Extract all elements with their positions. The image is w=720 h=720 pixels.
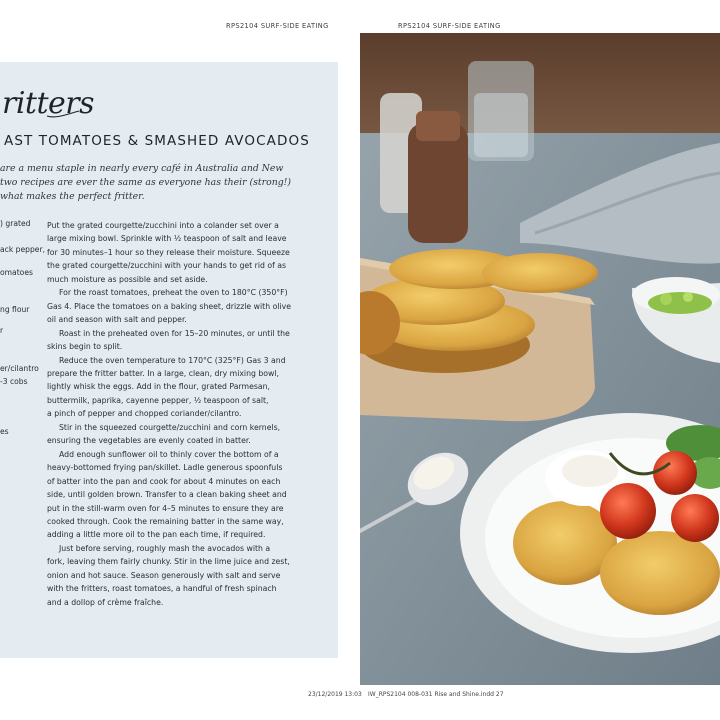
method-line: Stir in the squeezed courgette/zucchini and corn kernels,: [59, 422, 281, 432]
fritters-photo-illustration: [360, 33, 720, 685]
method-line: adding a little more oil to the pan each time, if required.: [47, 530, 266, 540]
method-line: ensuring the vegetables are evenly coated in batter.: [47, 436, 251, 446]
method-line: Put the grated courgette/zucchini into a colander set over a: [47, 221, 279, 230]
method-line: the grated courgette/zucchini with your hands to get rid of as: [47, 261, 287, 271]
ingredient-item: -3 cobs: [0, 377, 28, 386]
method-line: buttermilk, paprika, cayenne pepper, ½ teaspoon of salt,: [47, 395, 269, 405]
recipe-script-title: ritters: [2, 86, 95, 121]
method-line: onion and hot sauce. Season generously with salt and serve: [47, 570, 281, 580]
ingredient-item: ack pepper,: [0, 245, 45, 254]
recipe-subtitle: AST TOMATOES & SMASHED AVOCADOS: [4, 133, 310, 149]
recipe-intro: [0, 162, 300, 205]
method-line: Add enough sunflower oil to thinly cover the bottom of a: [59, 449, 279, 459]
method-line: Just before serving, roughly mash the avocados with a: [59, 543, 271, 553]
ingredient-item: er/cilantro: [0, 364, 39, 373]
method-line: put in the still-warm oven for 4–5 minutes to ensure they are: [47, 503, 284, 513]
ingredient-item: es: [0, 427, 9, 436]
method-line: For the roast tomatoes, preheat the oven to 180°C (350°F): [59, 288, 288, 298]
ingredient-item: ) grated: [0, 219, 31, 228]
method-line: Gas 4. Place the tomatoes on a baking sheet, drizzle with olive: [47, 301, 291, 311]
running-head-left: RPS2104 SURF-SIDE EATING: [226, 22, 329, 30]
method-line: a pinch of pepper and chopped coriander/cilantro.: [47, 409, 242, 419]
method-line: Reduce the oven temperature to 170°C (325°F) Gas 3 and: [59, 355, 286, 365]
ingredient-item: ng flour: [0, 305, 30, 314]
method-line: large mixing bowl. Sprinkle with ½ teaspoon of salt and leave: [47, 234, 287, 244]
method-line: fork, leaving them fairly chunky. Stir in the lime juice and zest,: [47, 557, 290, 567]
food-photo: [360, 33, 720, 685]
intro-line: are a menu staple in nearly every café in Australia and New: [0, 163, 284, 174]
intro-line: what makes the perfect fritter.: [0, 191, 145, 203]
footer-filename: IW_RPS2104 008-031 Rise and Shine.indd 27: [368, 691, 504, 698]
method-line: Roast in the preheated oven for 15–20 minutes, or until the: [59, 328, 290, 338]
method-line: heavy-bottomed frying pan/skillet. Ladle generous spoonfuls: [47, 463, 283, 473]
method-line: and a dollop of crème fraîche.: [47, 597, 164, 607]
intro-line: two recipes are ever the same as everyone has their (strong!): [0, 177, 292, 189]
ingredient-item: omatoes: [0, 268, 33, 277]
method-line: prepare the fritter batter. In a large, clean, dry mixing bowl,: [47, 368, 280, 378]
method-line: oil and season with salt and pepper.: [47, 315, 187, 325]
footer-date: 23/12/2019 13:03: [308, 691, 362, 698]
recipe-method: [47, 219, 297, 609]
script-flourish-icon: [46, 108, 80, 120]
method-line: lightly whisk the eggs. Add in the flour, grated Parmesan,: [47, 382, 271, 392]
running-head-right: RPS2104 SURF-SIDE EATING: [398, 22, 501, 30]
method-line: cooked through. Cook the remaining batter in the same way,: [47, 516, 284, 526]
method-line: side, until golden brown. Transfer to a clean baking sheet and: [47, 490, 287, 500]
method-line: with the fritters, roast tomatoes, a handful of fresh spinach: [47, 584, 277, 594]
method-line: for 30 minutes–1 hour so they release their moisture. Squeeze: [47, 247, 290, 257]
method-line: skins begin to split.: [47, 342, 123, 352]
method-line: of batter into the pan and cook for about 4 minutes on each: [47, 476, 281, 486]
method-line: much moisture as possible and set aside.: [47, 274, 208, 284]
ingredient-item: r: [0, 326, 4, 335]
